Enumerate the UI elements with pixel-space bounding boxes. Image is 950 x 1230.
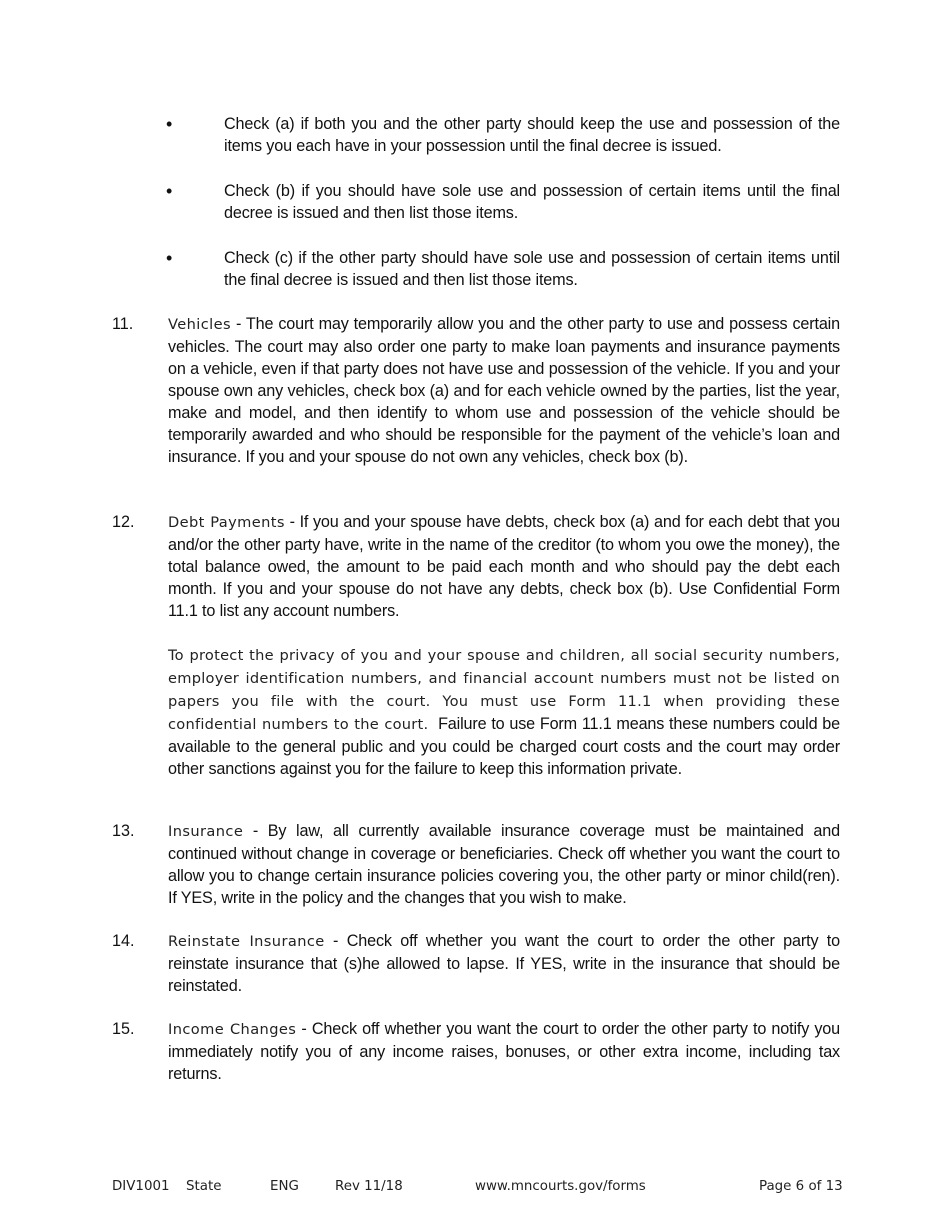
item-heading: Income Changes	[168, 1021, 297, 1038]
item-vehicles	[168, 313, 840, 468]
item-number-11: 11.	[112, 315, 134, 333]
heading-separator: -	[324, 932, 347, 950]
item-number-15: 15.	[112, 1020, 135, 1038]
footer-url[interactable]: www.mncourts.gov/forms	[475, 1179, 646, 1194]
heading-separator: -	[284, 513, 300, 531]
bullet-icon: •	[166, 114, 173, 134]
item-text: By law, all currently available insurance coverage must be maintained and continued without change in coverage or beneficiaries. Check off whether you want the court to allow you to change certain insurance policies covering you, the other party or minor child(ren). If YES, write in the policy and the changes that you wish to make.	[168, 822, 840, 907]
note-text: Failure to use Form 11.1 means these numbers could be available to the general public and you could be charged court costs and the court may order other sanctions against you for the failure to keep this information private.	[168, 715, 840, 778]
confidentiality-note	[168, 644, 840, 780]
item-text: Check off whether you want the court to order the other party to notify you immediately notify you of any income raises, bonuses, or other extra income, including tax returns.	[168, 1020, 841, 1083]
confidential-warning: To protect the privacy of you and your spouse and children, all social security numbers, employer identification numbers, and financial account numbers must not be listed on papers you file with the court. You must use Form 11.1 when providing these confidential numbers to the court.	[168, 647, 840, 733]
item-heading: Debt Payments	[168, 514, 285, 531]
item-text: The court may temporarily allow you and the other party to use and possess certain vehicles. The court may also order one party to make loan payments and insurance payments on a vehicle, even if that party does not have use and possession of the vehicle. If you and your spouse own any vehicles, check box (a) and for each vehicle owned by the parties, list the year, make and model, and then identify to whom use and possession of the vehicle should be temporarily awarded and who should be responsible for the payment of the vehicle’s loan and insurance. If you and your spouse do not own any vehicles, check box (b).	[168, 315, 840, 466]
bullet-text-a: Check (a) if both you and the other party should keep the use and possession of the items you each have in your possession until the final decree is issued.	[224, 115, 840, 155]
item-text: If you and your spouse have debts, check box (a) and for each debt that you and/or the other party have, write in the name of the creditor (to whom you owe the money), the total balance owed, the amount to be paid each month and who should pay the debt each month. If you and your spouse do not have any debts, check box (b). Use Confidential Form 11.1 to list any account numbers.	[168, 513, 840, 620]
bullet-text-b: Check (b) if you should have sole use and possession of certain items until the final decree is issued and then list those items.	[224, 182, 840, 222]
item-number-13: 13.	[112, 822, 135, 840]
bullet-text-c: Check (c) if the other party should have sole use and possession of certain items until the final decree is issued and then list those items.	[224, 249, 840, 289]
footer-language: ENG	[270, 1179, 299, 1194]
item-income-changes	[168, 1018, 840, 1085]
heading-separator: -	[231, 315, 246, 333]
item-text: Check off whether you want the court to order the other party to reinstate insurance that (s)he allowed to lapse. If YES, write in the insurance that should be reinstated.	[168, 932, 840, 995]
heading-separator: -	[243, 822, 268, 840]
heading-separator: -	[296, 1020, 312, 1038]
item-insurance	[168, 820, 840, 909]
footer-page-number: Page 6 of 13	[759, 1179, 843, 1194]
bullet-icon: •	[166, 248, 173, 268]
footer-form-id: DIV1001	[112, 1179, 170, 1194]
item-heading: Insurance	[168, 823, 244, 840]
item-heading: Vehicles	[168, 316, 231, 333]
bullet-icon: •	[166, 181, 173, 201]
footer-revision: Rev 11/18	[335, 1179, 403, 1194]
footer-state: State	[186, 1179, 222, 1194]
item-number-14: 14.	[112, 932, 135, 950]
item-number-12: 12.	[112, 513, 135, 531]
item-debt-payments	[168, 511, 840, 622]
item-reinstate-insurance	[168, 930, 840, 997]
item-heading: Reinstate Insurance	[168, 933, 325, 950]
